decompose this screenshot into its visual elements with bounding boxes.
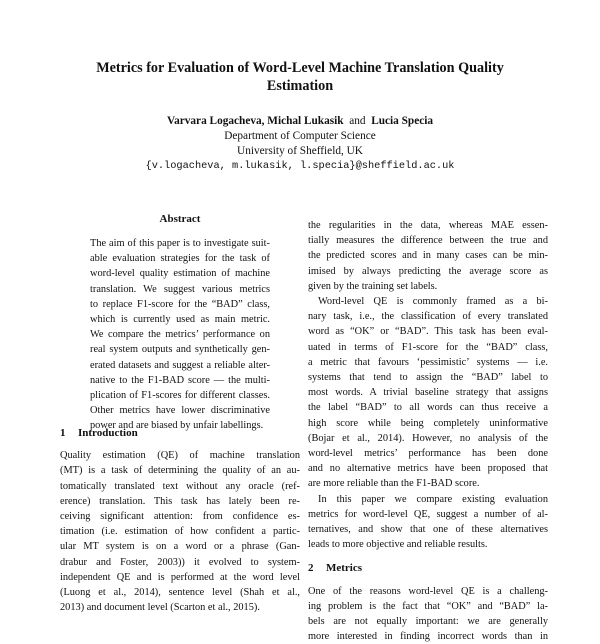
abstract-line: The aim of this paper is to investigate suit- — [90, 238, 270, 249]
author-conjunction: and — [349, 115, 366, 127]
paragraph — [308, 584, 548, 644]
body-line: ular MT system is on a word or a phrase (Gan- — [60, 541, 300, 553]
right-column — [308, 218, 548, 644]
paragraph — [308, 218, 548, 294]
abstract-line: Other metrics have lower discriminative — [90, 405, 270, 417]
body-line: One of the reasons word-level QE is a challeng- — [308, 585, 548, 597]
body-line: 2013) and document level (Scarton et al., 2015). — [60, 602, 260, 614]
author-name: Michal Lukasik — [267, 115, 344, 127]
section-title: Metrics — [326, 562, 363, 575]
body-line: uated in terms of F1-score for the “BAD” class, — [308, 341, 548, 353]
section-title: Introduction — [78, 427, 138, 439]
section-number: 1 — [60, 427, 66, 439]
body-line: the regularities in the data, whereas MAE essen- — [308, 220, 548, 231]
abstract-line: word-level quality estimation of machine — [90, 268, 270, 280]
body-line: timation (i.e. estimation of how confident a partic- — [60, 526, 300, 538]
section-number: 2 — [308, 562, 314, 575]
body-line: and no alternative metrics have been proposed that — [308, 463, 548, 475]
abstract-line: erated datasets and suggest a reliable alter- — [90, 359, 270, 371]
body-line: drabur and Foster, 2003)) it evolved to system- — [60, 556, 300, 568]
body-line: more interested in finding incorrect words than in — [308, 631, 548, 643]
body-line: word-level metrics’ performance has been done — [308, 448, 548, 460]
body-line: word as “OK” or “BAD”. This task has been eval- — [308, 326, 548, 338]
body-line: independent QE and is performed at the word level — [60, 571, 300, 583]
author-emails: {v.logacheva, m.lukasik, l.specia}@sheffield.ac.uk — [145, 160, 455, 172]
department: Department of Computer Science — [224, 130, 376, 142]
title-line: Estimation — [266, 78, 334, 94]
body-line: (MT) is a task of determining the quality of an au- — [60, 465, 300, 477]
abstract-line: real system outputs and synthetically gen- — [90, 344, 270, 356]
university: University of Sheffield, UK — [237, 145, 363, 157]
author-name: Varvara Logacheva, — [166, 115, 265, 127]
author-name: Lucia Specia — [371, 115, 434, 127]
author-block — [60, 114, 540, 174]
author-names — [60, 114, 540, 129]
section-heading-metrics — [308, 561, 548, 576]
abstract-line: power and are biased by unfair labellings. — [90, 420, 264, 432]
body-line: tially measures the difference between the true and — [308, 235, 548, 247]
body-line: (Bojar et al., 2014). However, no analysis of the — [308, 432, 548, 444]
abstract-body — [90, 236, 270, 434]
paragraph — [308, 294, 548, 492]
abstract-heading: Abstract — [159, 213, 201, 225]
body-line: imised by always predicting the average score as — [308, 265, 548, 277]
section-heading-introduction — [60, 426, 300, 441]
body-line: the label “BAD” to all words can thus receive a — [308, 402, 548, 414]
paragraph — [308, 492, 548, 553]
abstract-line: which is currently used as main metric. — [90, 314, 270, 326]
body-line: systems that tend to assign the “BAD” label to — [308, 372, 548, 384]
body-line: nary task, i.e., the classification of every translated — [308, 311, 548, 323]
body-line: erence) translation. This task has lately been re- — [60, 495, 300, 507]
body-line: bels are not equally important: we are generally — [308, 616, 548, 628]
abstract-line: native to the F1-BAD score — the multi- — [90, 374, 270, 386]
abstract-line: We compare the metrics’ performance on — [90, 329, 270, 341]
body-line: ceiving significant attention: from confidence es- — [60, 511, 300, 523]
body-line: Quality estimation (QE) of machine translation — [60, 450, 300, 462]
abstract-line: able evaluation strategies for the task of — [90, 253, 270, 265]
body-line: (Luong et al., 2014), sentence level (Shah et al., — [60, 587, 300, 599]
body-line: tomatically translated text without any oracle (ref- — [60, 480, 300, 492]
abstract-line: plication of F1-scores for different classes. — [90, 390, 270, 402]
body-line: a metric that favours ‘pessimistic’ systems — i.e. — [308, 356, 548, 368]
paper-title — [60, 59, 540, 95]
body-line: the predicted scores and in many cases can be min- — [308, 250, 548, 262]
body-line: are more reliable than the F1-BAD score. — [308, 478, 480, 490]
body-line: leads to more objective and reliable results. — [308, 539, 488, 551]
body-line: Word-level QE is commonly framed as a bi- — [318, 296, 548, 308]
body-line: most words. A trivial baseline strategy that assigns — [308, 387, 548, 399]
body-line: In this paper we compare existing evaluation — [318, 493, 548, 505]
body-line: ternatives, and show that one of these alternatives — [308, 524, 548, 536]
abstract-line: translation. We suggest various metrics — [90, 283, 270, 295]
body-line: ing problem is the fact that “OK” and “BAD” la- — [308, 600, 548, 612]
introduction-section — [60, 426, 300, 615]
body-line: metrics for word-level QE, suggest a number of al- — [308, 508, 548, 520]
introduction-body — [60, 448, 300, 615]
abstract-line: to replace F1-score for the “BAD” class, — [90, 298, 270, 310]
title-line: Metrics for Evaluation of Word-Level Machine Translation Quality — [96, 60, 504, 76]
body-line: given by the training set labels. — [308, 280, 438, 292]
body-line: high score while being completely uninformative — [308, 417, 548, 429]
